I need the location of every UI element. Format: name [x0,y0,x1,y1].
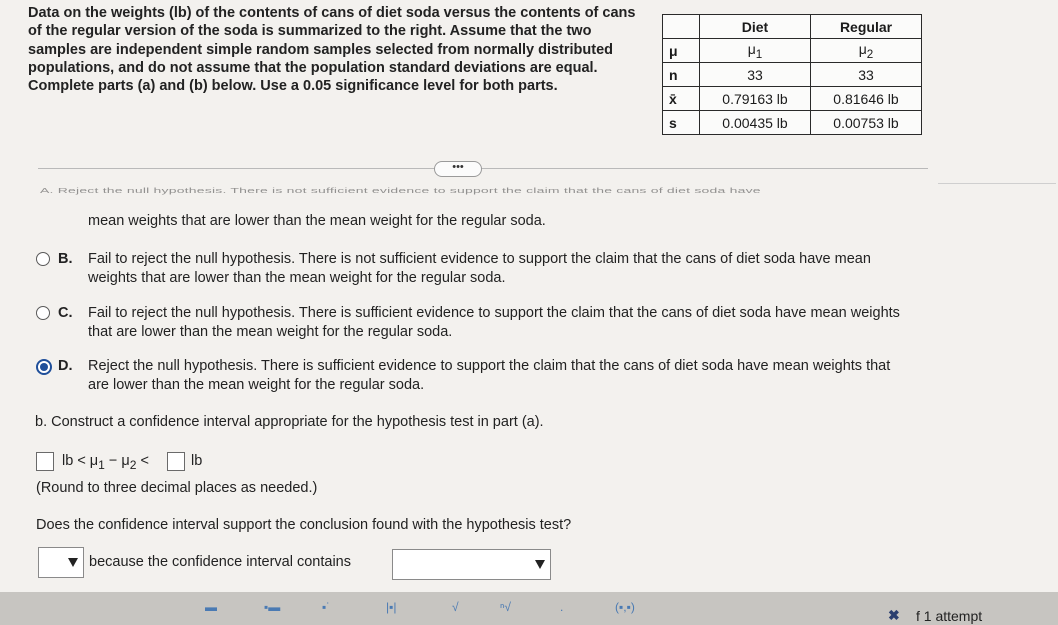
cell-diet-mu: $\mu_1$ [700,39,811,63]
absolute-value-icon[interactable]: |▪| [386,600,397,614]
chevron-down-icon [68,558,78,567]
option-b-text: Fail to reject the null hypothesis. There is not sufficient evidence to support the claim that the cans of diet soda have mean weights that are lower than the mean weight for the regular soda. [88,251,871,286]
option-a-text: mean weights that are lower than the mean weight for the regular soda. [88,213,546,229]
part-b-prompt: b. Construct a confidence interval appropriate for the hypothesis test in part (a). [35,414,544,430]
row-label-n: n [663,63,700,87]
decimal-icon[interactable]: . [560,600,564,614]
table-row [663,39,922,63]
ci-lower-input[interactable] [36,452,54,471]
table-header-blank [663,15,700,39]
attempt-counter: f 1 attempt [916,608,983,624]
summary-table [662,14,922,135]
option-a-cutoff: A. Reject the null hypothesis. There is not sufficient evidence to support the claim that the cans of diet soda have [40,186,761,195]
table-row [663,63,922,87]
sqrt-icon[interactable]: √ [452,600,459,614]
parentheses-icon[interactable]: (▪,▪) [615,600,635,614]
option-b-radio[interactable] [36,252,50,266]
option-d-text: Reject the null hypothesis. There is sufficient evidence to support the claim that the cans of diet soda have mean weights that are lower than the mean weight for the regular soda. [88,358,891,393]
support-dropdown[interactable] [38,547,84,578]
option-b-letter: B. [58,251,73,267]
ci-inequality: lb < $\mu_1 - \mu_2$ < [62,453,149,472]
table-row [663,87,922,111]
exponent-icon[interactable]: ▪˙ [322,600,331,614]
contains-dropdown[interactable] [392,549,551,580]
cell-diet-mean: 0.79163 lb [700,87,811,111]
close-icon[interactable]: ✖ [888,607,900,623]
row-label-s: s [663,111,700,135]
option-d-letter: D. [58,358,73,374]
row-label-xbar: x̄ [663,87,700,111]
cell-diet-sd: 0.00435 lb [700,111,811,135]
cell-regular-mean: 0.81646 lb [811,87,922,111]
row-label-mu: μ [663,39,700,63]
table-row [663,111,922,135]
mixed-number-icon[interactable]: ▪▬ [264,600,281,614]
section-divider [38,168,928,169]
option-c-text: Fail to reject the null hypothesis. There is sufficient evidence to support the claim that the cans of diet soda have mean weights that are lower than the mean weight for the regular soda. [88,305,900,340]
because-text: because the confidence interval contains [89,554,351,570]
nth-root-icon[interactable]: ⁿ√ [500,600,511,614]
problem-statement: Data on the weights (lb) of the contents of cans of diet soda versus the contents of cans of the regular version of the soda is summarized to the right. Assume that the two samples are independent simple random samples selected from normally distributed populations, and do not assume that the population standard deviations are equal. Complete parts (a) and (b) below. Use a 0.05 significance level for both parts. [28,5,636,95]
option-c-radio[interactable] [36,306,50,320]
rounding-note: (Round to three decimal places as needed.) [36,480,318,496]
expand-more-button[interactable]: ••• [434,161,482,177]
chevron-down-icon [535,560,545,569]
ci-unit: lb [191,453,203,469]
option-d-radio-selected[interactable] [36,359,52,375]
fraction-icon[interactable]: ▬ [205,600,217,614]
side-divider [938,183,1056,184]
cell-diet-n: 33 [700,63,811,87]
table-header-regular: Regular [811,15,922,39]
cell-regular-sd: 0.00753 lb [811,111,922,135]
cell-regular-n: 33 [811,63,922,87]
ci-upper-input[interactable] [167,452,185,471]
option-c-letter: C. [58,305,73,321]
table-header-diet: Diet [700,15,811,39]
cell-regular-mu: $\mu_2$ [811,39,922,63]
support-question: Does the confidence interval support the conclusion found with the hypothesis test? [36,517,572,533]
